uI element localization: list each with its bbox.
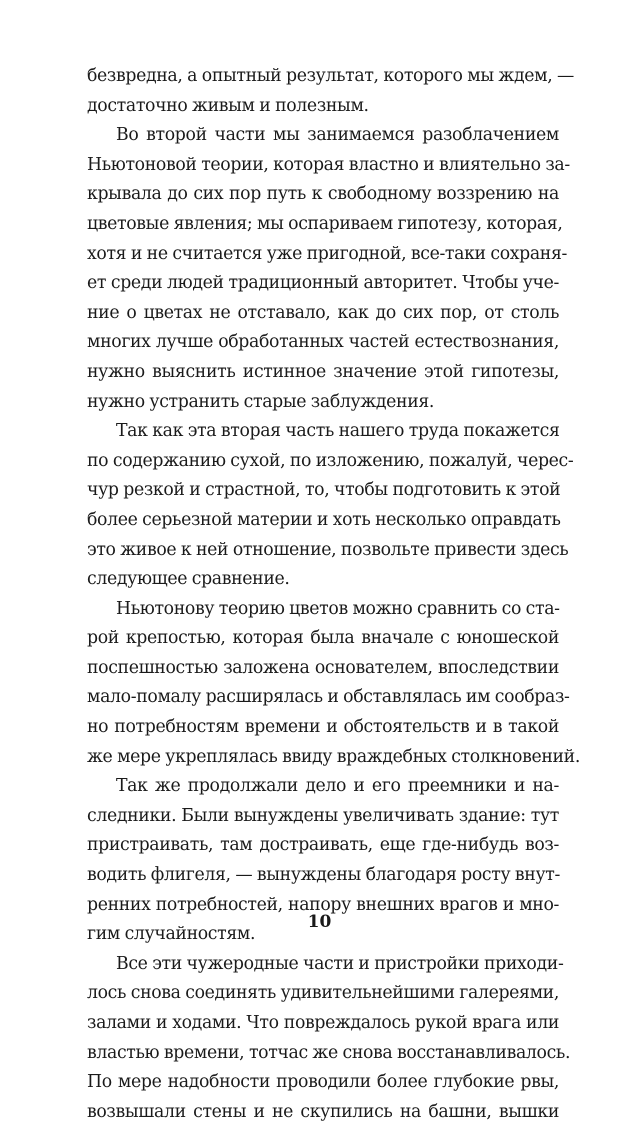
text-line: безвредна, а опытный результат, которого мы ждем, —	[87, 66, 574, 86]
text-line: следующее сравнение.	[87, 569, 290, 590]
text-line: залами и ходами. Что повреждалось рукой врага или	[87, 1013, 559, 1033]
text-line: чур резкой и страстной, то, чтобы подготовить к этой	[87, 480, 561, 501]
book-page-body	[87, 62, 580, 1127]
text-line: цветовые явления; мы оспариваем гипотезу, которая,	[87, 213, 563, 234]
text-line: поспешностью заложена основателем, впоследствии	[87, 657, 559, 678]
text-line: Ньютоновой теории, которая властно и влиятельно за-	[87, 154, 570, 175]
text-line: гим случайностям.	[87, 924, 256, 945]
text-line: нужно устранить старые заблуждения.	[87, 391, 435, 412]
text-line: возвышали стены и не скупились на башни, вышки	[87, 1101, 559, 1122]
text-line: многих лучше обработанных частей естествознания,	[87, 332, 559, 353]
text-line: ет среди людей традиционный авторитет. Чтобы уче-	[87, 273, 559, 294]
text-line: же мере укреплялась ввиду враждебных столкновений.	[87, 746, 580, 767]
text-line: Так же продолжали дело и его преемники и на-	[116, 776, 559, 797]
text-line: Во второй части мы занимаемся разоблачением	[116, 125, 559, 146]
text-line: Все эти чужеродные части и пристройки приходи-	[116, 953, 564, 974]
text-line: более серьезной материи и хоть несколько оправдать	[87, 509, 561, 530]
page-number: 10	[307, 912, 332, 932]
text-line: следники. Были вынуждены увеличивать здание: тут	[87, 805, 559, 826]
text-line: по содержанию сухой, по изложению, пожалуй, черес-	[87, 450, 574, 471]
text-line: водить флигеля, — вынуждены благодаря росту внут-	[87, 865, 560, 886]
paragraph-1	[87, 62, 574, 121]
paragraph-3	[87, 417, 574, 595]
text-line: лось снова соединять удивительнейшими галереями,	[87, 983, 559, 1004]
text-line: По мере надобности проводили более глубокие рвы,	[87, 1072, 559, 1093]
text-line: Ньютонову теорию цветов можно сравнить со ста-	[116, 598, 560, 619]
text-line: крывала до сих пор путь к свободному воззрению на	[87, 184, 559, 205]
text-line: рой крепостью, которая была вначале с юношеской	[87, 628, 559, 649]
text-line: достаточно живым и полезным.	[87, 95, 369, 116]
text-line: властью времени, тотчас же снова восстанавливалось.	[87, 1042, 571, 1063]
text-line: ние о цветах не отставало, как до сих пор, от столь	[87, 302, 559, 323]
text-line: ренних потребностей, напору внешних врагов и мно-	[87, 894, 559, 915]
paragraph-6	[87, 950, 571, 1127]
paragraph-2	[87, 121, 570, 417]
text-line: пристраивать, там достраивать, еще где-нибудь воз-	[87, 835, 559, 856]
text-line: Так как эта вторая часть нашего труда покажется	[116, 421, 560, 442]
text-line: нужно выяснить истинное значение этой гипотезы,	[87, 361, 559, 382]
text-line: но потребностям времени и обстоятельств и в такой	[87, 717, 559, 738]
text-line: хотя и не считается уже пригодной, все-таки сохраня-	[87, 243, 568, 264]
paragraph-4	[87, 595, 580, 773]
text-line: мало-помалу расширялась и обставлялась им сообраз-	[87, 687, 570, 708]
text-line: это живое к ней отношение, позвольте привести здесь	[87, 539, 569, 560]
